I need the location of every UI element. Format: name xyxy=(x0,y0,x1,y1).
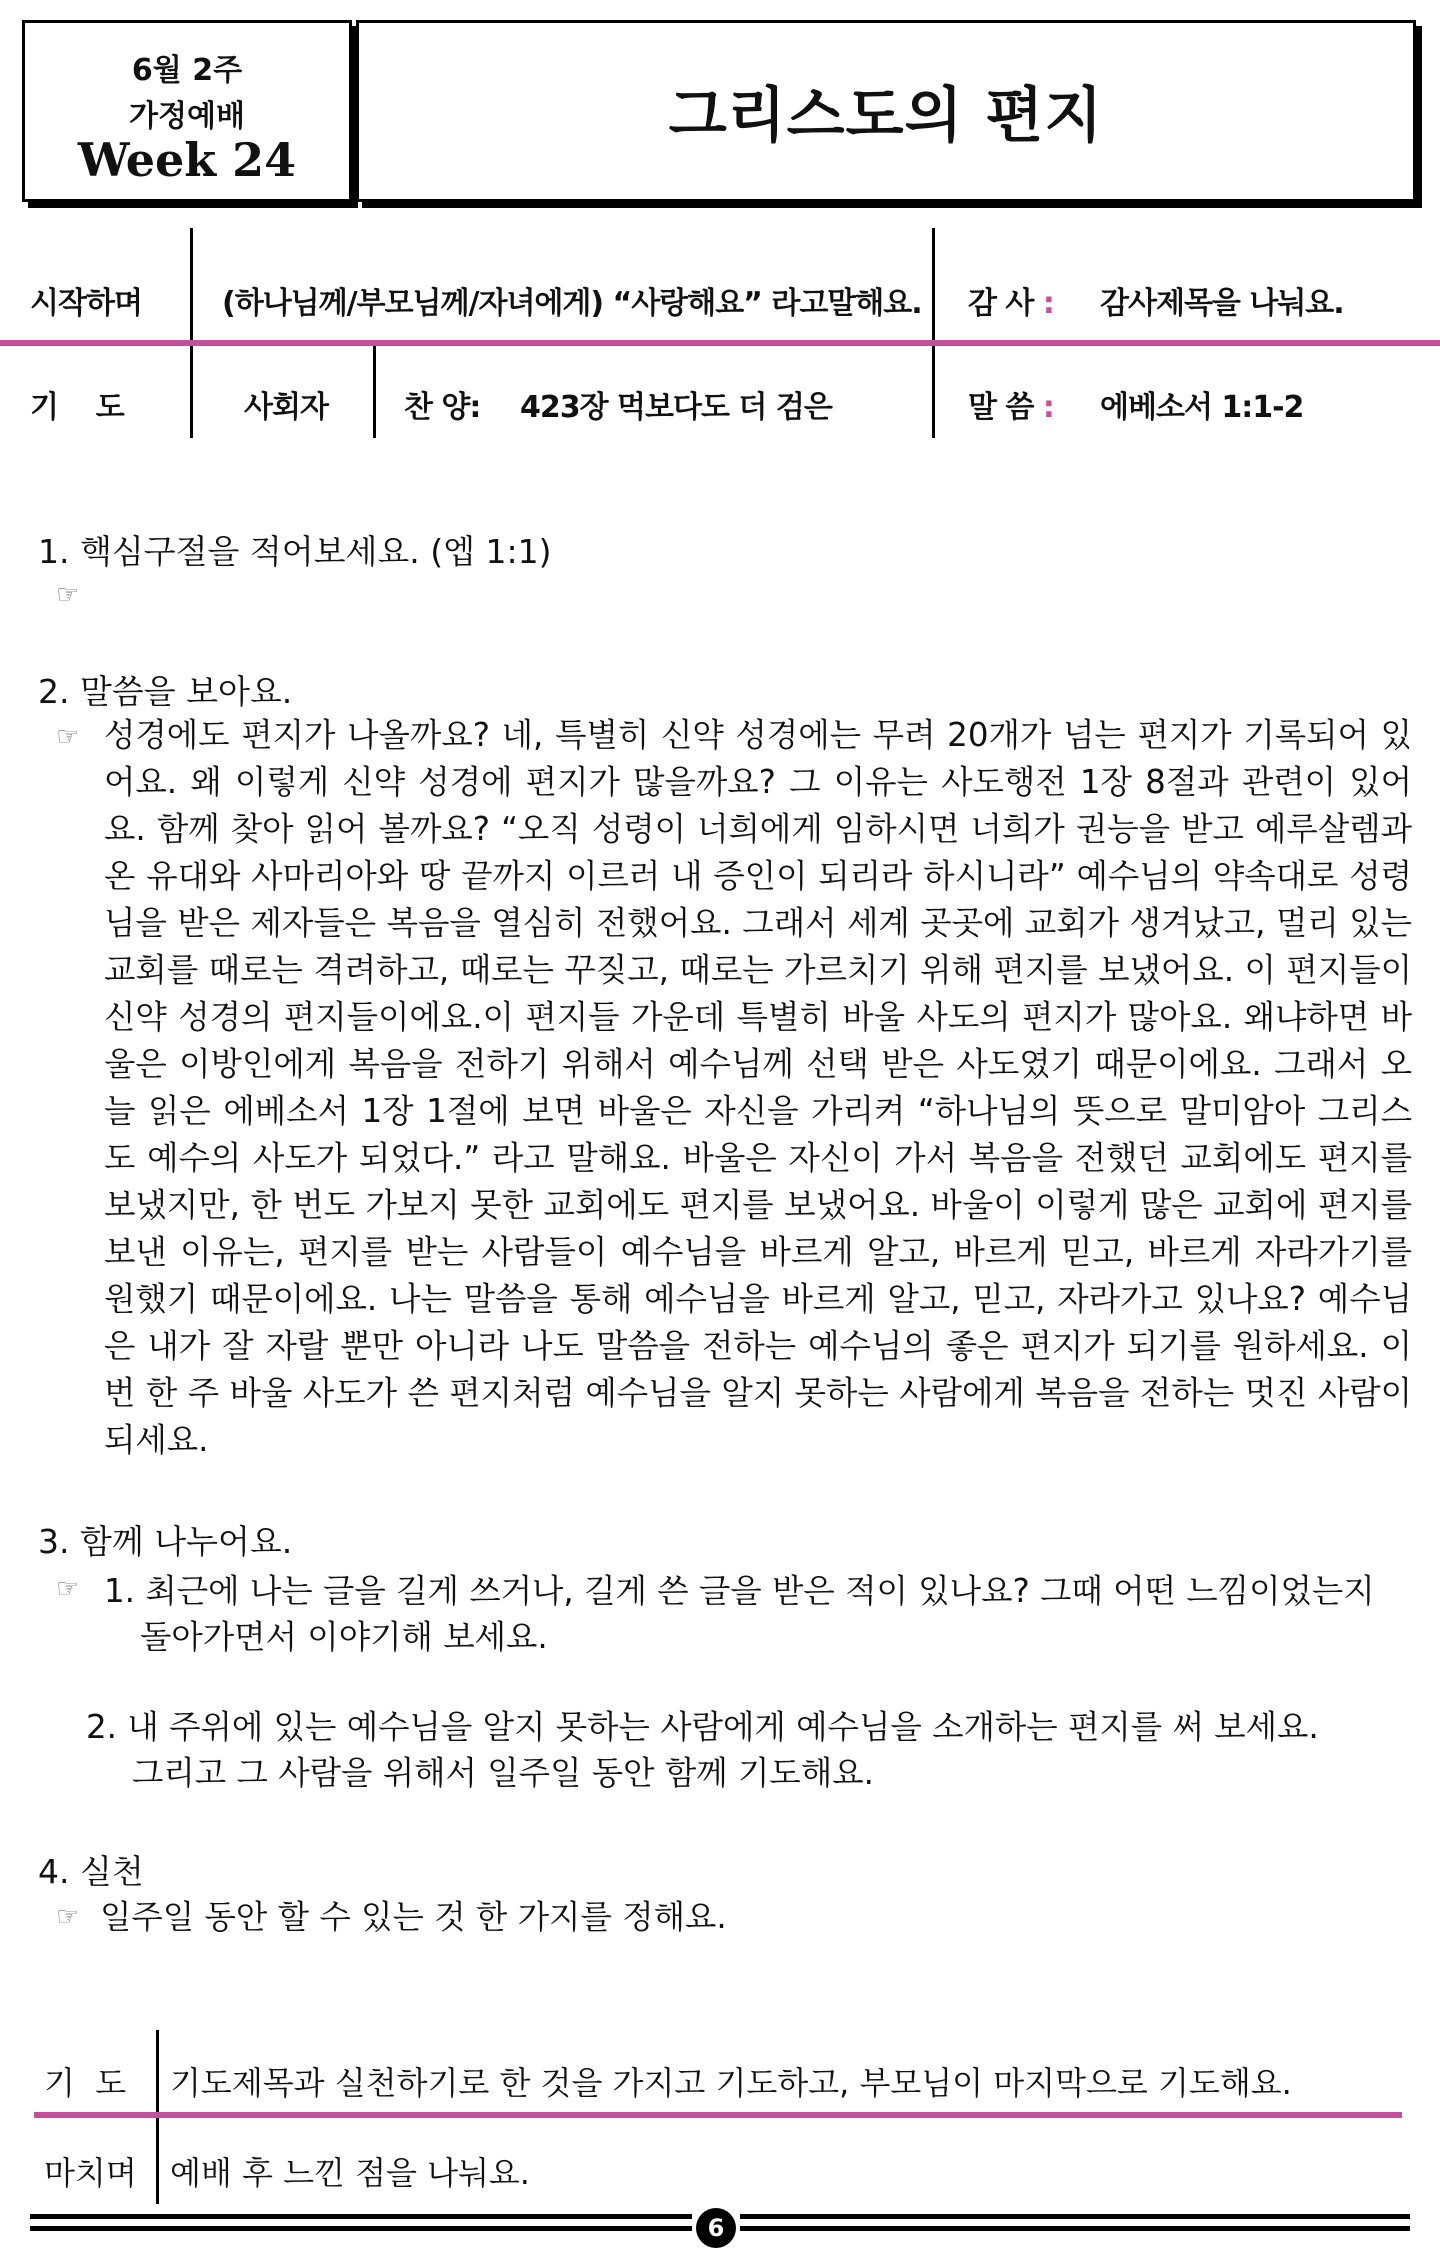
closing-prayer-label: 기 도 xyxy=(44,2064,127,2102)
leader-label: 사회자 xyxy=(244,390,328,425)
question1-line2: 돌아가면서 이야기해 보세요. xyxy=(140,1618,548,1656)
sermon-paragraph: 성경에도 편지가 나올까요? 네, 특별히 신약 성경에는 무려 20개가 넘는 편지가 기록되어 있어요. 왜 이렇게 신약 성경에 편지가 많을까요? 그 이유는 사도행전 1장 8절과 관련이 있어요. 함께 찾아 읽어 볼까요? “오직 성령이 너희에게 임하시면 너희가 권능을 받고 예루살렘과 온 유대와 사마리아와 땅 끝까지 이르러 내 증인이 되리라 하시니라” 예수님의 약속대로 성령님을 받은 제자들은 복음을 열심히 전했어요. 그래서 세계 곳곳에 교회가 생겨났고, 멀리 있는 교회를 때로는 격려하고, 때로는 꾸짖고, 때로는 가르치기 위해 편지를 보냈어요. 이 편지들이 신약 성경의 편지들이에요.이 편지들 가운데 특별히 바울 사도의 편지가 많아요. 왜냐하면 바울은 이방인에게 복음을 전하기 위해서 예수님께 선택 받은 사도였기 때문이에요. 그래서 오늘 읽은 에베소서 1장 1절에 보면 바울은 자신을 가리켜 “하나님의 뜻으로 말미암아 그리스도 예수의 사도가 되었다.” 라고 말해요. 바울은 자신이 가서 복음을 전했던 교회에도 편지를 보냈지만, 한 번도 가보지 못한 교회에도 편지를 보냈어요. 바울이 이렇게 많은 교회에 편지를 보낸 이유는, 편지를 받는 사람들이 예수님을 바르게 알고, 바르게 믿고, 바르게 자라가기를 원했기 때문이에요. 나는 말씀을 통해 예수님을 바르게 알고, 믿고, 자라가고 있나요? 예수님은 내가 잘 자랄 뿐만 아니라 나도 말씀을 전하는 예수님의 좋은 편지가 되기를 원하세요. 이번 한 주 바울 사도가 쓴 편지처럼 예수님을 알지 못하는 사람에게 복음을 전하는 멋진 사람이 되세요. xyxy=(104,716,1412,1459)
week-number: Week 24 xyxy=(77,133,297,187)
thanks-label: 감 사 : xyxy=(968,286,1054,321)
closing-prayer-text: 기도제목과 실천하기로 한 것을 가지고 기도하고, 부모님이 마지막으로 기도해요. xyxy=(170,2064,1292,2102)
section2-heading: 2. 말씀을 보아요. xyxy=(38,672,293,711)
divider xyxy=(190,228,193,438)
divider xyxy=(932,228,935,438)
footer-bar xyxy=(30,2226,692,2231)
practice-text: 일주일 동안 할 수 있는 것 한 가지를 정해요. xyxy=(100,1898,727,1936)
thanks-text: 감사제목을 나눠요. xyxy=(1100,286,1344,321)
section1-heading: 1. 핵심구절을 적어보세요. (엡 1:1) xyxy=(38,532,552,571)
pink-divider xyxy=(0,340,1440,346)
pointer-icon: ☞ xyxy=(56,1902,80,1932)
start-label: 시작하며 xyxy=(30,286,142,321)
prayer-label: 기 도 xyxy=(30,390,124,425)
pink-divider xyxy=(34,2112,1402,2118)
week-date: 6월 2주 xyxy=(131,53,243,88)
question1-line1: 1. 최근에 나는 글을 길게 쓰거나, 길게 쓴 글을 받은 적이 있나요? 그때 어떤 느낌이었는지 xyxy=(104,1572,1375,1610)
pointer-icon: ☞ xyxy=(56,1574,80,1604)
hymn-label: 찬 양: xyxy=(404,390,481,425)
pointer-icon: ☞ xyxy=(56,580,80,610)
hymn-text: 423장 먹보다도 더 검은 xyxy=(520,390,832,425)
section3-heading: 3. 함께 나누어요. xyxy=(38,1522,293,1561)
title-box xyxy=(356,20,1416,202)
closing-end-label: 마치며 xyxy=(44,2154,137,2192)
pointer-icon: ☞ xyxy=(56,722,80,752)
question2-line2: 그리고 그 사람을 위해서 일주일 동안 함께 기도해요. xyxy=(132,1754,874,1792)
footer-bar xyxy=(740,2214,1410,2219)
worship-type: 가정예배 xyxy=(129,99,245,134)
footer-bar xyxy=(740,2226,1410,2231)
start-text: (하나님께/부모님께/자녀에게) “사랑해요” 라고말해요. xyxy=(222,286,922,321)
page-title: 그리스도의 편지 xyxy=(668,81,1104,151)
word-label: 말 씀 : xyxy=(968,390,1054,425)
footer-bar xyxy=(30,2214,692,2219)
closing-end-text: 예배 후 느낀 점을 나눠요. xyxy=(170,2154,530,2192)
section4-heading: 4. 실천 xyxy=(38,1852,144,1891)
word-text: 에베소서 1:1-2 xyxy=(1100,390,1304,425)
week-box xyxy=(22,20,352,202)
question2-line1: 2. 내 주위에 있는 예수님을 알지 못하는 사람에게 예수님을 소개하는 편지를 써 보세요. xyxy=(86,1708,1319,1746)
page-number: 6 xyxy=(696,2208,736,2248)
divider xyxy=(373,346,376,438)
